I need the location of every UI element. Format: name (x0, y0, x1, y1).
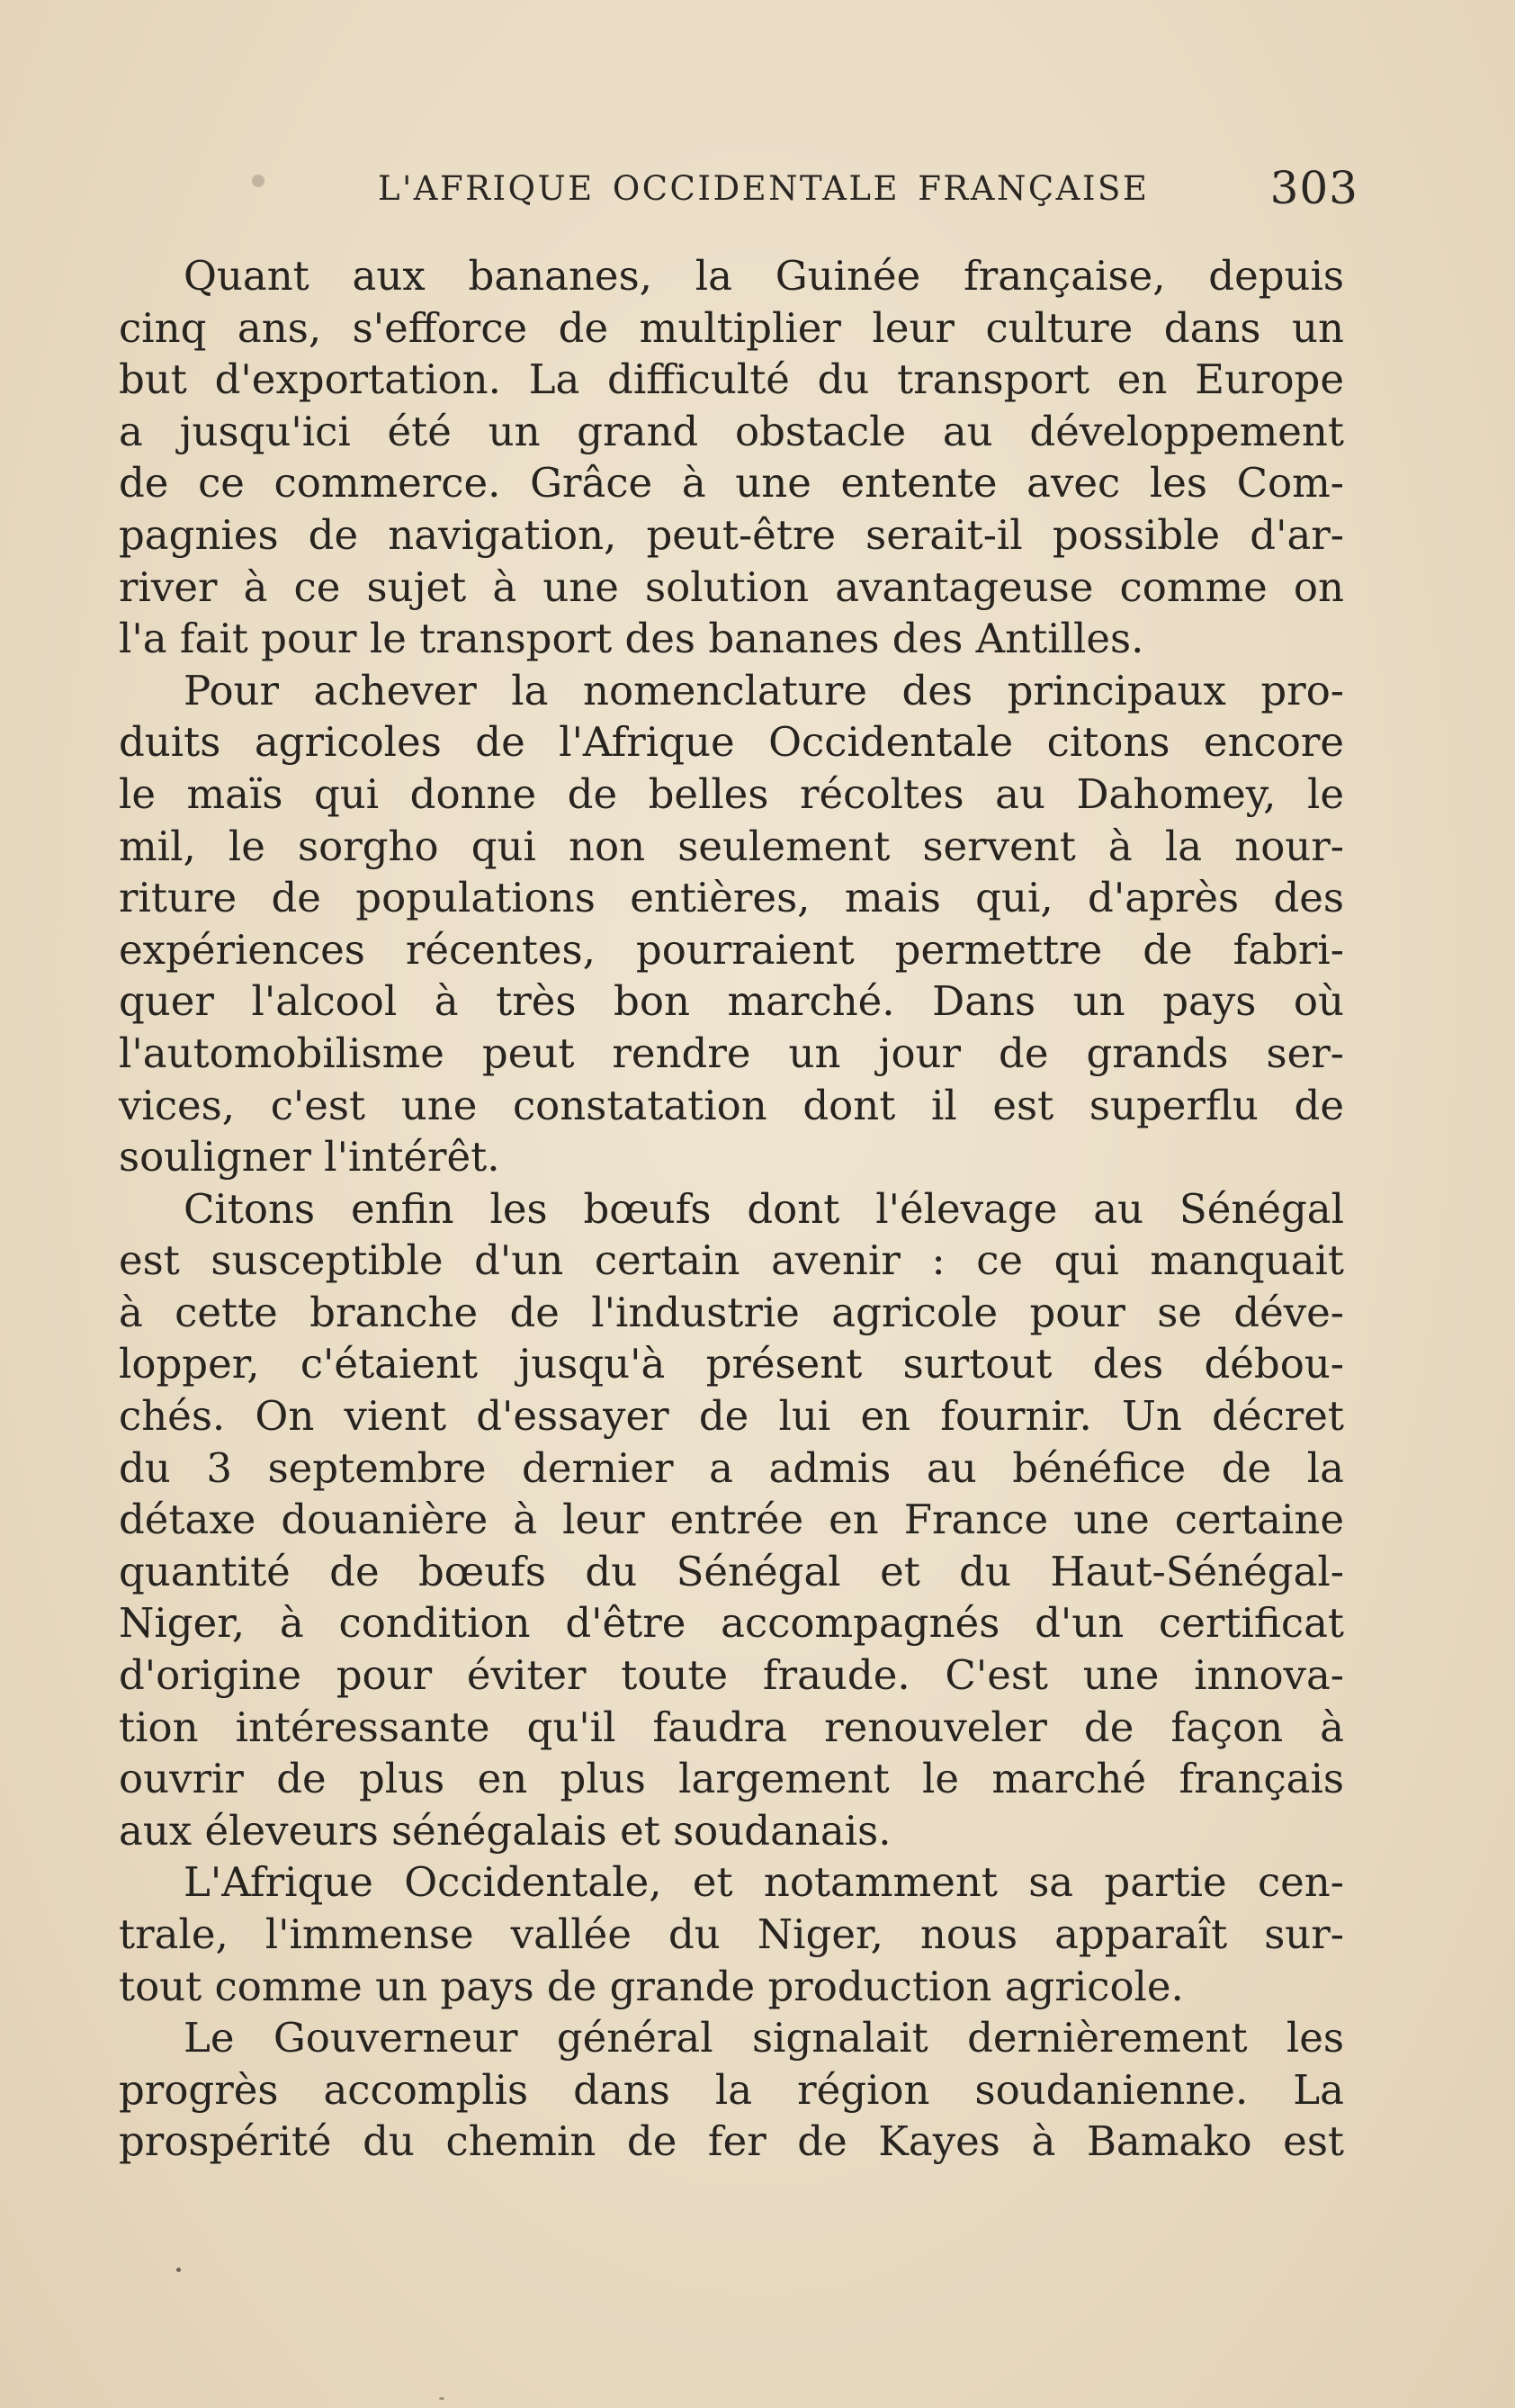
text-line: a jusqu'ici été un grand obstacle au développement (119, 407, 1344, 455)
text-line: chés. On vient d'essayer de lui en fournir. Un décret (119, 1392, 1344, 1441)
text-line: river à ce sujet à une solution avantageuse comme on (119, 562, 1344, 611)
text-line: Citons enfin les bœufs dont l'élevage au Sénégal (184, 1184, 1344, 1233)
text-line: Niger, à condition d'être accompagnés d'un certificat (119, 1599, 1344, 1648)
text-line: duits agricoles de l'Afrique Occidentale citons encore (119, 718, 1344, 767)
page-number: 303 (1269, 162, 1358, 214)
text-line: L'Afrique Occidentale, et notamment sa partie cen- (184, 1858, 1344, 1907)
text-line: expériences récentes, pourraient permettre de fabri- (119, 925, 1344, 974)
paper-speck (176, 2268, 181, 2272)
text-line: but d'exportation. La difficulté du transport en Europe (119, 355, 1344, 404)
text-line: le maïs qui donne de belles récoltes au Dahomey, le (119, 769, 1344, 818)
text-line: quantité de bœufs du Sénégal et du Haut-Sénégal- (119, 1547, 1344, 1595)
text-line: du 3 septembre dernier a admis au bénéfice de la (119, 1443, 1344, 1492)
text-line: l'a fait pour le transport des bananes des Antilles. (119, 615, 1144, 663)
text-line: de ce commerce. Grâce à une entente avec les Com- (119, 459, 1344, 508)
text-line: lopper, c'étaient jusqu'à présent surtout des débou- (119, 1340, 1344, 1388)
text-line: Pour achever la nomenclature des principaux pro- (184, 666, 1344, 714)
text-line: l'automobilisme peut rendre un jour de grands ser- (119, 1029, 1344, 1077)
printer-ornament-icon (252, 175, 264, 187)
text-line: cinq ans, s'efforce de multiplier leur culture dans un (119, 303, 1344, 352)
text-line: aux éleveurs sénégalais et soudanais. (119, 1806, 892, 1855)
text-line: à cette branche de l'industrie agricole pour se déve- (119, 1288, 1344, 1336)
text-line: pagnies de navigation, peut-être serait-il possible d'ar- (119, 510, 1344, 559)
text-line: trale, l'immense vallée du Niger, nous apparaît sur- (119, 1910, 1344, 1958)
paper-speck (439, 2397, 444, 2400)
text-line: vices, c'est une constatation dont il est superflu de (119, 1081, 1344, 1129)
text-line: détaxe douanière à leur entrée en France une certaine (119, 1496, 1344, 1544)
text-line: est susceptible d'un certain avenir : ce qui manquait (119, 1236, 1344, 1285)
running-title: L'AFRIQUE OCCIDENTALE FRANÇAISE (378, 169, 1150, 208)
text-line: ouvrir de plus en plus largement le marché français (119, 1755, 1344, 1803)
text-line: Le Gouverneur général signalait dernièrement les (184, 2014, 1344, 2062)
text-line: progrès accomplis dans la région soudanienne. La (119, 2065, 1344, 2114)
text-line: souligner l'intérêt. (119, 1133, 500, 1182)
text-line: mil, le sorgho qui non seulement servent à la nour- (119, 822, 1344, 870)
text-line: Quant aux bananes, la Guinée française, depuis (184, 252, 1344, 300)
body-text (119, 250, 1344, 2168)
text-line: tout comme un pays de grande production agricole. (119, 1962, 1184, 2010)
text-line: tion intéressante qu'il faudra renouveler de façon à (119, 1703, 1344, 1751)
text-line: riture de populations entières, mais qui, d'après des (119, 874, 1344, 922)
running-head (117, 160, 1358, 223)
text-line: d'origine pour éviter toute fraude. C'est une innova- (119, 1651, 1344, 1700)
text-line: quer l'alcool à très bon marché. Dans un pays où (119, 977, 1344, 1026)
text-line: prospérité du chemin de fer de Kayes à Bamako est (119, 2117, 1344, 2166)
